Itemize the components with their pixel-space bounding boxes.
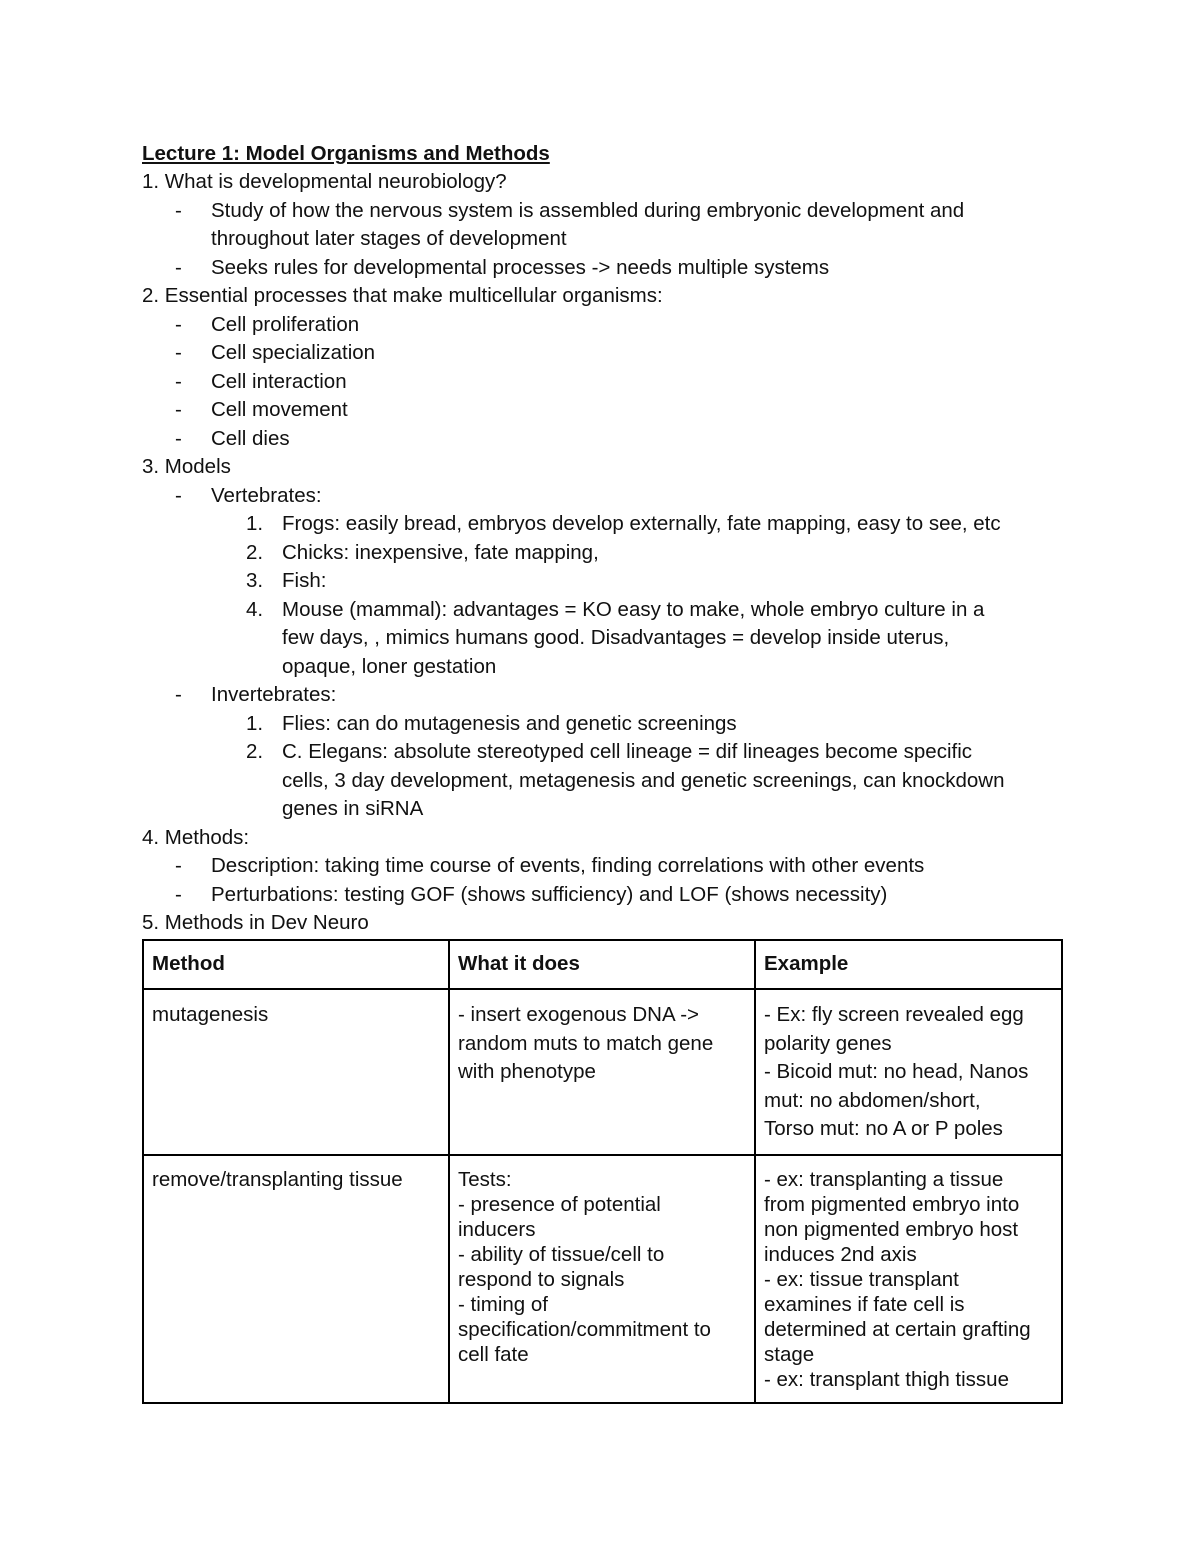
list-item: - Cell interaction bbox=[175, 369, 347, 393]
table-cell: - Ex: fly screen revealed egg polarity genes - Bicoid mut: no head, Nanos mut: no abdomen/short, Torso mut: no A or P poles bbox=[755, 989, 1062, 1155]
table-header-row bbox=[143, 940, 1062, 989]
numbered-item: 4. Mouse (mammal): advantages = KO easy to make, whole embryo culture in a few days, , mimics humans good. Disadvantages = develop inside uterus, opaque, loner gestation bbox=[246, 597, 985, 678]
list-item: - Description: taking time course of events, finding correlations with other events bbox=[175, 854, 925, 877]
list-item: - Cell specialization bbox=[175, 341, 376, 364]
methods-table bbox=[142, 939, 1063, 1404]
table-row bbox=[143, 1155, 1062, 1403]
list-item: - Cell dies bbox=[175, 426, 290, 450]
list-item: - Vertebrates: bbox=[175, 483, 322, 507]
table-cell: - insert exogenous DNA -> random muts to match gene with phenotype bbox=[449, 989, 755, 1155]
numbered-item: 2. C. Elegans: absolute stereotyped cell lineage = dif lineages become specific cells, 3 day development, metagenesis and genetic screenings, can knockdown genes in siRNA bbox=[246, 740, 1005, 820]
table-cell: remove/transplanting tissue bbox=[143, 1155, 449, 1403]
table-cell: Tests: - presence of potential inducers - ability of tissue/cell to respond to signals - timing of specification/commitment to cell fate bbox=[449, 1155, 755, 1403]
table-header-cell: Method bbox=[143, 940, 449, 989]
list-item: - Seeks rules for developmental processes -> needs multiple systems bbox=[175, 255, 830, 279]
table-row bbox=[143, 989, 1062, 1155]
table-cell: mutagenesis bbox=[143, 989, 449, 1155]
page-title: Lecture 1: Model Organisms and Methods bbox=[142, 142, 550, 165]
list-item: - Perturbations: testing GOF (shows sufficiency) and LOF (shows necessity) bbox=[175, 882, 888, 906]
numbered-item: 1. Flies: can do mutagenesis and genetic screenings bbox=[246, 711, 737, 735]
section-heading: 4. Methods: bbox=[142, 825, 250, 849]
numbered-item: 1. Frogs: easily bread, embryos develop externally, fate mapping, easy to see, etc bbox=[246, 512, 1001, 535]
section-heading: 3. Models bbox=[142, 455, 231, 478]
table-cell: - ex: transplanting a tissue from pigmented embryo into non pigmented embryo host induces 2nd axis - ex: tissue transplant examines if fate cell is determined at certain grafting stage - ex: transplant thigh tissue bbox=[755, 1155, 1062, 1403]
section-heading: 5. Methods in Dev Neuro bbox=[142, 911, 369, 934]
list-item: - Study of how the nervous system is assembled during embryonic development and throughout later stages of development bbox=[175, 198, 965, 250]
list-item: - Cell proliferation bbox=[175, 312, 360, 336]
list-item: - Cell movement bbox=[175, 398, 348, 421]
document-body bbox=[142, 140, 1062, 938]
section-heading: 2. Essential processes that make multicellular organisms: bbox=[142, 284, 663, 307]
numbered-item: 2. Chicks: inexpensive, fate mapping, bbox=[246, 540, 599, 564]
table-header-cell: What it does bbox=[449, 940, 755, 989]
section-heading: 1. What is developmental neurobiology? bbox=[142, 170, 507, 193]
list-item: - Invertebrates: bbox=[175, 683, 337, 706]
table-header-cell: Example bbox=[755, 940, 1062, 989]
numbered-item: 3. Fish: bbox=[246, 569, 327, 592]
